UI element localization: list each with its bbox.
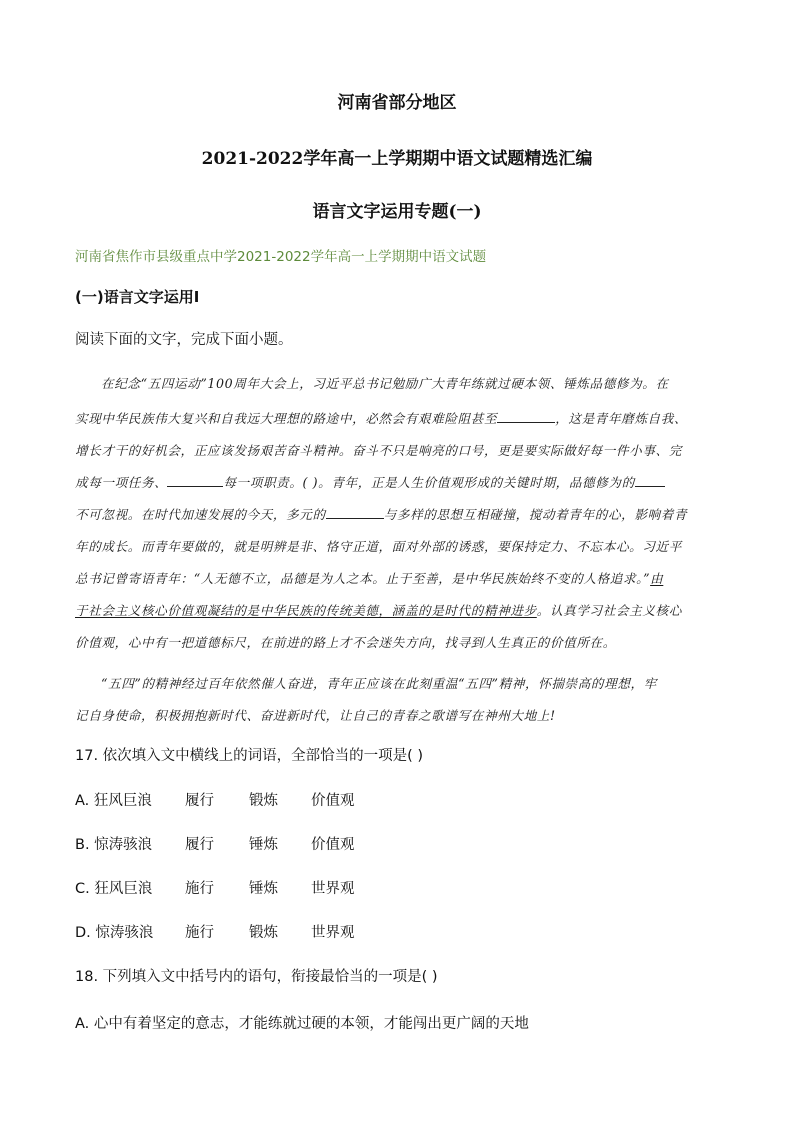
passage-line: 价值观，心中有一把道德标尺，在前进的路上才不会迷失方向，找寻到人生真正的价值所在。 [75,635,616,650]
option-label: C. [75,881,90,897]
option-label: A. [75,793,90,809]
option-word: 狂风巨浪 [93,793,152,809]
option-word: 惊涛骇浪 [94,837,153,853]
doc-title-region: 河南省部分地区 [337,93,457,113]
passage-line: “五四”的精神经过百年依然催人奋进，青年正应该在此刻重温“五四”精神，怀揣崇高的理想，牢 [101,676,657,691]
passage-line [75,600,682,619]
option-word: 施行 [185,925,214,941]
section-heading: (一)语言文字运用Ⅰ [75,288,200,306]
question-18-stem: 18. 下列填入文中括号内的语句，衔接最恰当的一项是( ) [75,969,438,985]
fill-blank-3 [635,474,665,487]
passage-line [75,568,663,587]
option-label: B. [75,837,90,853]
underlined-sentence: 于社会主义核心价值观凝结的是中华民族的传统美德，涵盖的是时代的精神进步 [75,603,537,618]
passage-text: 成每一项任务、 [75,475,168,490]
passage-text: 实现中华民族伟大复兴和自我远大理想的路途中，必然会有艰难险阻甚至 [75,411,498,426]
question-17-option-a[interactable] [75,789,355,810]
passage-text: ，这是青年磨炼自我、 [555,411,688,426]
option-label-words [75,833,185,854]
option-word: 狂风巨浪 [94,881,153,897]
question-17-stem: 17. 依次填入文中横线上的词语，全部恰当的一项是( ) [75,748,424,764]
fill-blank-2 [167,474,223,487]
passage-text: 与多样的思想互相碰撞，搅动着青年的心，影响着青 [383,507,688,522]
option-word: 锻炼 [249,793,278,809]
passage-line [75,504,687,523]
option-word: 锤炼 [249,837,278,853]
passage-line: 年的成长。而青年要做的，就是明辨是非、恪守正道，面对外部的诱惑，要保持定力、不忘本心。习近平 [75,539,682,554]
option-word: 世界观 [311,881,355,897]
option-word: 履行 [185,837,214,853]
option-word: 施行 [185,881,214,897]
question-17-option-c[interactable] [75,877,355,898]
question-17-option-b[interactable] [75,833,355,854]
question-17-option-d[interactable] [75,921,355,942]
underlined-sentence: 由 [650,571,664,586]
passage-text: 不可忽视。在时代加速发展的今天，多元的 [75,507,326,522]
option-word: 价值观 [311,793,355,809]
passage-line [75,472,665,491]
passage-line: 记自身使命，积极拥抱新时代、奋进新时代，让自己的青春之歌谱写在神州大地上! [75,708,556,723]
doc-title-exam: 2021-2022学年高一上学期期中语文试题精选汇编 [201,149,593,169]
option-word: 惊涛骇浪 [95,925,154,941]
passage-text: 总书记曾寄语青年：“人无德不立，品德是为人之本。止于至善，是中华民族始终不变的人格追求。” [75,571,651,586]
passage-text: 。认真学习社会主义核心 [536,603,682,618]
option-label-words [75,877,185,898]
passage-text: 每一项职责。( )。青年，正是人生价值观形成的关键时期，品德修为的 [223,475,635,490]
fill-blank-1 [497,410,555,423]
reading-instruction: 阅读下面的文字，完成下面小题。 [75,332,293,348]
option-word: 履行 [185,793,214,809]
option-word: 锻炼 [249,925,278,941]
passage-line [75,408,687,427]
source-line: 河南省焦作市县级重点中学2021-2022学年高一上学期期中语文试题 [75,249,487,265]
option-word: 世界观 [311,925,355,941]
question-18-option-a[interactable]: A. 心中有着坚定的意志，才能练就过硬的本领，才能闯出更广阔的天地 [75,1016,529,1032]
passage-line: 增长才干的好机会，正应该发扬艰苦奋斗精神。奋斗不只是响亮的口号，更是要实际做好每一件小事、完 [75,443,682,458]
option-label-words [75,921,185,942]
passage-line: 在纪念“五四运动”100周年大会上，习近平总书记勉励广大青年练就过硬本领、锤炼品德修为。在 [101,376,669,391]
option-word: 锤炼 [249,881,278,897]
option-label: D. [75,925,91,941]
fill-blank-4 [326,506,384,519]
doc-title-topic: 语言文字运用专题(一) [312,202,482,222]
option-word: 价值观 [311,837,355,853]
option-label-words [75,789,185,810]
